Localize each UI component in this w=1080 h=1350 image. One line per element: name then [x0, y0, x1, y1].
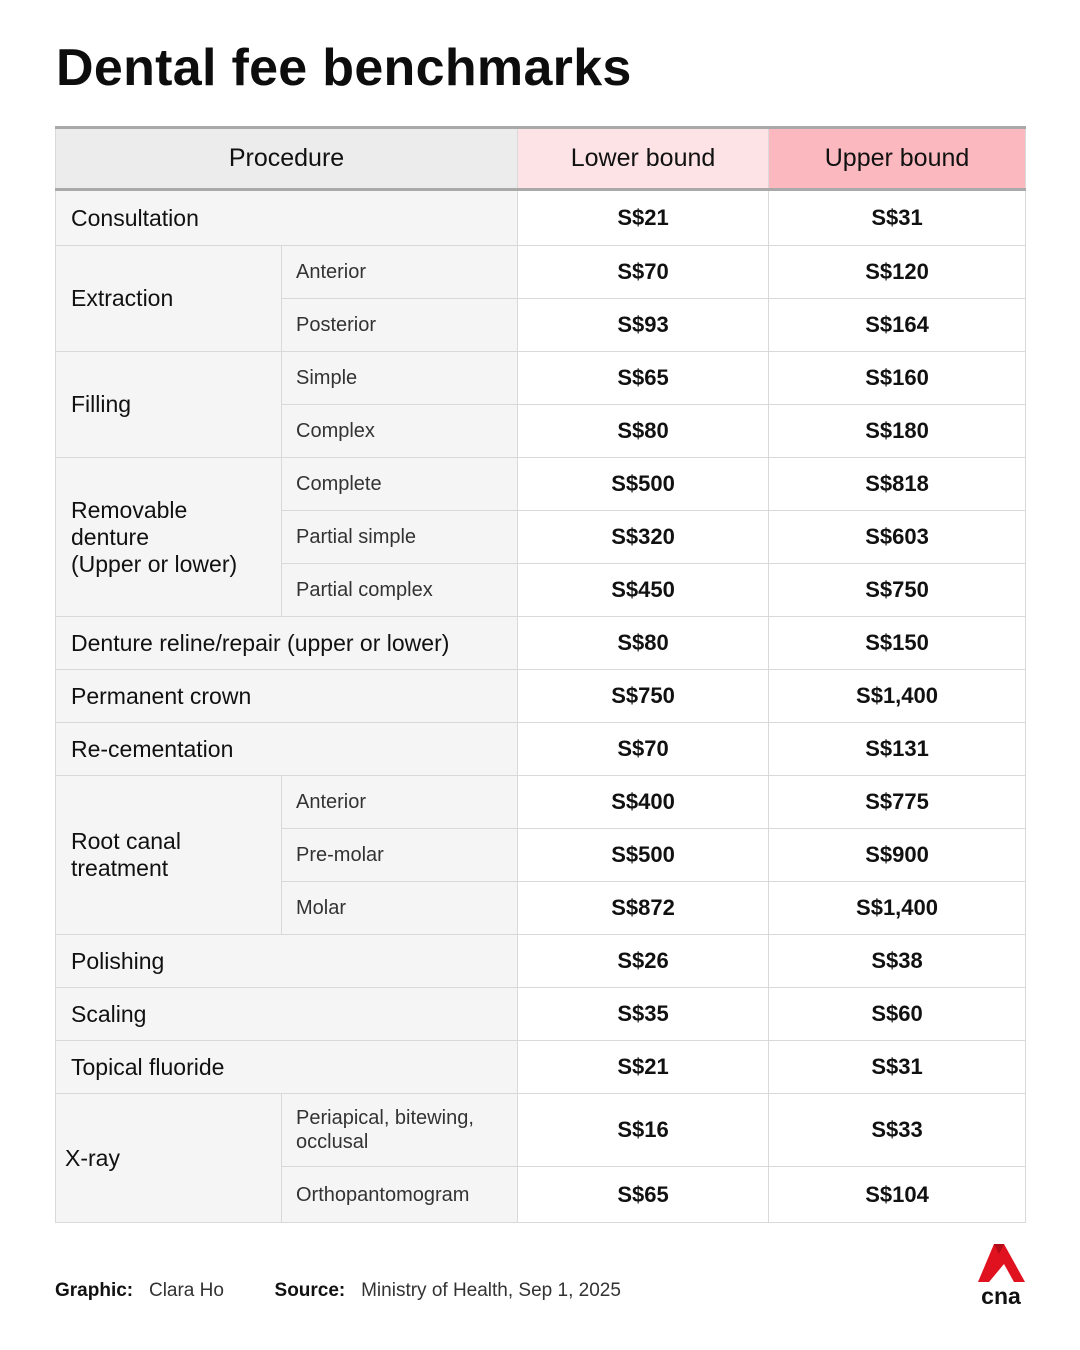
lower-bound-cell: S$70	[518, 246, 769, 299]
upper-bound-cell: S$31	[769, 190, 1026, 246]
procedure-cell: Filling	[56, 352, 282, 458]
sub-procedure-cell: Partial simple	[282, 511, 518, 564]
procedure-cell: X-ray	[56, 1094, 282, 1223]
table-row	[56, 1094, 1026, 1167]
procedure-cell: Re-cementation	[56, 723, 518, 776]
upper-bound-cell: S$150	[769, 617, 1026, 670]
table-row	[56, 246, 1026, 299]
table-row	[56, 988, 1026, 1041]
sub-procedure-cell: Posterior	[282, 299, 518, 352]
upper-bound-cell: S$131	[769, 723, 1026, 776]
upper-bound-cell: S$1,400	[769, 882, 1026, 935]
upper-bound-cell: S$60	[769, 988, 1026, 1041]
upper-bound-cell: S$104	[769, 1167, 1026, 1223]
upper-bound-cell: S$775	[769, 776, 1026, 829]
upper-bound-cell: S$160	[769, 352, 1026, 405]
fee-table	[55, 126, 1026, 1223]
table-row	[56, 935, 1026, 988]
table-row	[56, 190, 1026, 246]
upper-bound-column-header: Upper bound	[769, 128, 1026, 190]
upper-bound-cell: S$603	[769, 511, 1026, 564]
cna-logo-icon	[974, 1242, 1028, 1308]
lower-bound-cell: S$500	[518, 829, 769, 882]
upper-bound-cell: S$120	[769, 246, 1026, 299]
procedure-cell: Topical fluoride	[56, 1041, 518, 1094]
procedure-cell: Consultation	[56, 190, 518, 246]
source-credit: Ministry of Health, Sep 1, 2025	[361, 1280, 621, 1301]
upper-bound-cell: S$38	[769, 935, 1026, 988]
sub-procedure-cell: Partial complex	[282, 564, 518, 617]
procedure-cell: Polishing	[56, 935, 518, 988]
upper-bound-cell: S$900	[769, 829, 1026, 882]
sub-procedure-cell: Molar	[282, 882, 518, 935]
lower-bound-cell: S$35	[518, 988, 769, 1041]
lower-bound-cell: S$320	[518, 511, 769, 564]
lower-bound-cell: S$872	[518, 882, 769, 935]
upper-bound-cell: S$818	[769, 458, 1026, 511]
sub-procedure-cell: Complex	[282, 405, 518, 458]
sub-procedure-cell: Pre-molar	[282, 829, 518, 882]
lower-bound-cell: S$450	[518, 564, 769, 617]
procedure-cell: Removable denture (Upper or lower)	[56, 458, 282, 617]
upper-bound-cell: S$33	[769, 1094, 1026, 1167]
upper-bound-cell: S$164	[769, 299, 1026, 352]
sub-procedure-cell: Orthopantomogram	[282, 1167, 518, 1223]
lower-bound-cell: S$21	[518, 190, 769, 246]
lower-bound-cell: S$21	[518, 1041, 769, 1094]
upper-bound-cell: S$1,400	[769, 670, 1026, 723]
table-row	[56, 617, 1026, 670]
sub-procedure-cell: Anterior	[282, 246, 518, 299]
upper-bound-cell: S$180	[769, 405, 1026, 458]
cna-logo-text: cna	[981, 1283, 1021, 1308]
lower-bound-cell: S$65	[518, 1167, 769, 1223]
table-row	[56, 458, 1026, 511]
lower-bound-cell: S$80	[518, 617, 769, 670]
graphic-label: Graphic:	[55, 1280, 134, 1301]
procedure-cell: Root canal treatment	[56, 776, 282, 935]
graphic-credit: Clara Ho	[148, 1280, 224, 1301]
table-row	[56, 723, 1026, 776]
procedure-cell: Denture reline/repair (upper or lower)	[56, 617, 518, 670]
lower-bound-cell: S$65	[518, 352, 769, 405]
footer-credits	[55, 1280, 621, 1302]
lower-bound-cell: S$400	[518, 776, 769, 829]
page-title: Dental fee benchmarks	[56, 39, 632, 97]
upper-bound-cell: S$750	[769, 564, 1026, 617]
table-row	[56, 1041, 1026, 1094]
lower-bound-column-header: Lower bound	[518, 128, 769, 190]
table-row	[56, 352, 1026, 405]
table-row	[56, 670, 1026, 723]
procedure-cell: Permanent crown	[56, 670, 518, 723]
table-row	[56, 776, 1026, 829]
table-header-row	[56, 128, 1026, 190]
procedure-column-header: Procedure	[56, 128, 518, 190]
lower-bound-cell: S$26	[518, 935, 769, 988]
sub-procedure-cell: Anterior	[282, 776, 518, 829]
lower-bound-cell: S$80	[518, 405, 769, 458]
sub-procedure-cell: Simple	[282, 352, 518, 405]
procedure-cell: Extraction	[56, 246, 282, 352]
lower-bound-cell: S$500	[518, 458, 769, 511]
sub-procedure-cell: Complete	[282, 458, 518, 511]
procedure-cell: Scaling	[56, 988, 518, 1041]
lower-bound-cell: S$750	[518, 670, 769, 723]
lower-bound-cell: S$70	[518, 723, 769, 776]
upper-bound-cell: S$31	[769, 1041, 1026, 1094]
lower-bound-cell: S$16	[518, 1094, 769, 1167]
lower-bound-cell: S$93	[518, 299, 769, 352]
sub-procedure-cell: Periapical, bitewing, occlusal	[282, 1094, 518, 1167]
source-label: Source:	[274, 1280, 346, 1301]
